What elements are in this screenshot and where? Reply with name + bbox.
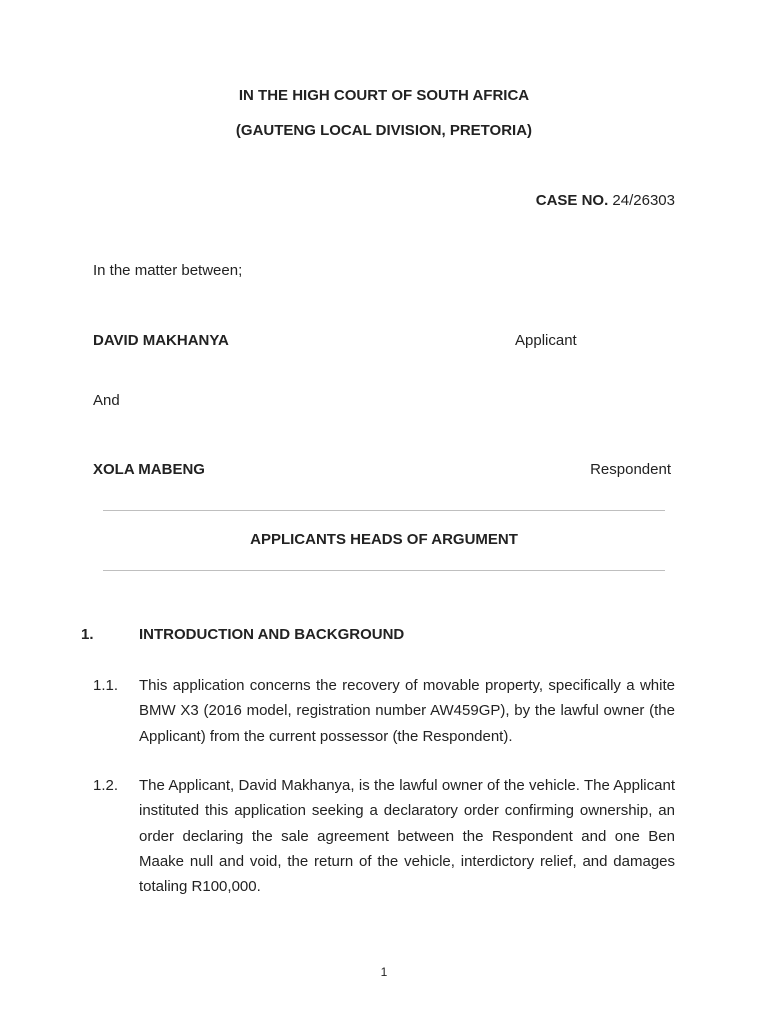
section-title: INTRODUCTION AND BACKGROUND bbox=[139, 626, 405, 643]
case-number-label: CASE NO. bbox=[535, 192, 609, 209]
title-rule-bottom bbox=[103, 570, 665, 571]
section-number: 1. bbox=[81, 626, 94, 643]
case-number-line bbox=[536, 192, 675, 209]
applicant-name: DAVID MAKHANYA bbox=[93, 332, 229, 349]
paragraph-number: 1.2. bbox=[93, 777, 119, 794]
matter-intro: In the matter between; bbox=[93, 262, 243, 279]
parties-conjunction: And bbox=[93, 392, 120, 409]
court-division: (GAUTENG LOCAL DIVISION, PRETORIA) bbox=[235, 122, 533, 139]
document-title: APPLICANTS HEADS OF ARGUMENT bbox=[250, 531, 518, 548]
paragraph-number: 1.1. bbox=[93, 677, 119, 694]
page-number: 1 bbox=[380, 965, 388, 979]
title-rule-top bbox=[103, 510, 665, 511]
respondent-name: XOLA MABENG bbox=[93, 461, 205, 478]
respondent-role: Respondent bbox=[590, 461, 671, 478]
paragraph-text: The Applicant, David Makhanya, is the lawful owner of the vehicle. The Applicant instituted this application seeking a declaratory order confirming ownership, an order declaring the sale agreement between the Respondent and one Ben Maake null and void, the return of the vehicle, interdictory relief, and damages totaling R100,000. bbox=[139, 777, 675, 896]
case-number-value: 24/26303 bbox=[612, 192, 675, 209]
court-name: IN THE HIGH COURT OF SOUTH AFRICA bbox=[238, 87, 530, 104]
applicant-role: Applicant bbox=[515, 332, 577, 349]
paragraph-text: This application concerns the recovery of movable property, specifically a white BMW X3 (2016 model, registration number AW459GP), by the lawful owner (the Applicant) from the current possessor (the Respondent). bbox=[139, 677, 675, 745]
